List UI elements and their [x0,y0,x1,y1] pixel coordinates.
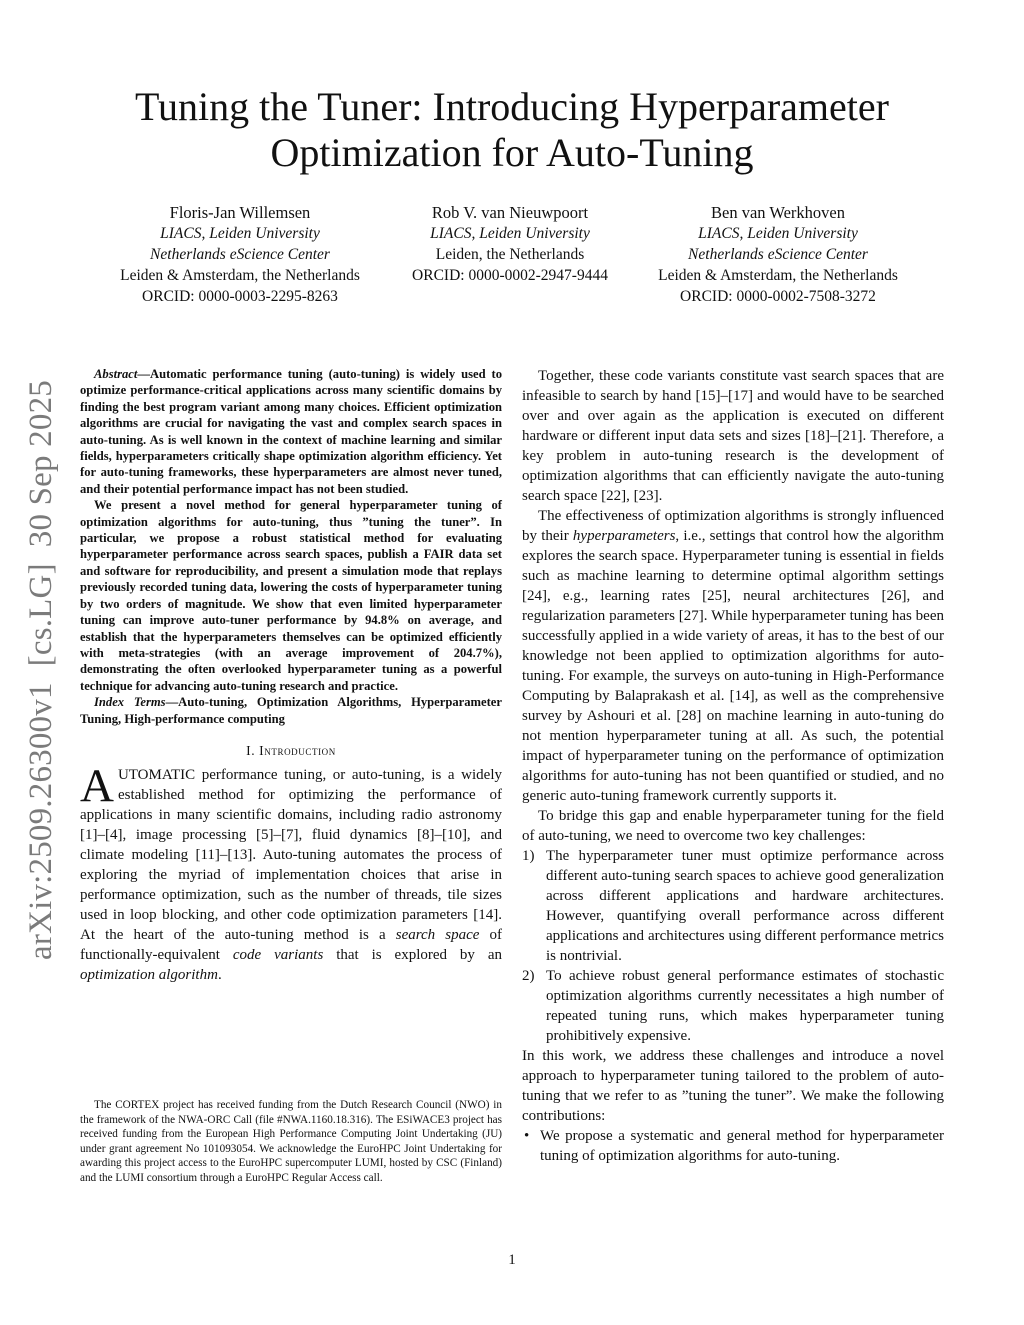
index-terms-paragraph [80,694,502,727]
author-2 [412,202,608,286]
index-terms [80,694,502,727]
abstract-text-1: —Automatic performance tuning (auto-tuning) is widely used to optimize performance-critical applications across many scientific domains by finding the best program variant among many choices. Efficient optimization algorithms are crucial for navigating the vast and complex search spaces in auto-tuning. As is well known in the context of machine learning and similar fields, hyperparameters critically shape optimization algorithm efficiency. Yet for auto-tuning frameworks, these hyperparameters are almost never tuned, and their potential performance impact has not been studied. [80,367,502,496]
paragraph-emphasis: hyperparameters [572,528,676,544]
author-1 [120,202,360,307]
intro-emphasis: code variants [232,946,324,963]
page-number: 1 [508,1252,516,1268]
list-item-text: To achieve robust general performance estimates of stochastic optimization algorithms currently necessitates a high number of repeated tuning runs, which makes hyperparameter tuning prohibitively expensive. [546,968,944,1044]
left-column [80,366,502,985]
footnote-text: The CORTEX project has received funding from the Dutch Research Council (NWO) in the framework of the NWA-ORC Call (file #NWA.1160.18.316). The ESiWACE3 project has received funding from the European High Performance Computing Joint Undertaking (JU) under grant agreement No 101093054. We acknowledge the EuroHPC Joint Undertaking for awarding this project access to the EuroHPC supercomputer LUMI, hosted by CSC (Finland) and the LUMI consortium through a EuroHPC Regular Access call. [80,1099,502,1184]
author-orcid: ORCID: 0000-0002-2947-9444 [412,267,608,284]
challenges-list [522,846,944,1046]
section-number: I. [246,742,256,758]
paper-title [60,84,964,176]
arxiv-date: 30 Sep 2025 [23,380,59,548]
list-number: 1) [522,848,535,864]
author-name: Rob V. van Nieuwpoort [431,203,589,222]
intro-text: . [217,966,222,983]
arxiv-stamp [18,360,64,960]
list-item-text: The hyperparameter tuner must optimize performance across different auto-tuning search spaces to achieve good generalization across different applications and hardware architectures. However, quantifying overall performance across different applications and architectures using different performance metrics is nontrivial. [546,848,944,964]
index-terms-text: —Auto-tuning, Optimization Algorithms, Hyperparameter Tuning, High-performance computing [80,695,502,726]
funding-footnote [80,1098,502,1186]
index-terms-label: Index Terms [94,695,166,710]
abstract-paragraph-2: We present a novel method for general hyperparameter tuning of optimization algorithms for auto-tuning, thus ”tuning the tuner”. In particular, we propose a robust statistical method for evaluating hyperparameter performance across search spaces, publish a FAIR data set and software for reproducibility, and present a simulation mode that replays previously recorded tuning data, lowering the costs of hyperparameter tuning by two orders of magnitude. We show that even limited hyperparameter tuning can improve auto-tuner performance by 94.8% on average, and establish that the hyperparameters themselves can be optimized efficiently with meta-strategies (with an average improvement of 204.7%), demonstrating the often overlooked hyperparameter tuning as a powerful technique for advancing auto-tuning research and practice. [80,498,502,693]
author-institute: Leiden, the Netherlands [435,246,585,263]
paragraph-text: The effectiveness of optimization algorithms is strongly influenced by their [522,508,944,544]
author-affiliation: LIACS, Leiden University [160,225,320,242]
arxiv-id[interactable]: arXiv:2509.26300v1 [23,682,59,960]
right-paragraph-3: To bridge this gap and enable hyperparameter tuning for the field of auto-tuning, we need to overcome two key challenges: [522,808,944,844]
right-paragraph-1: Together, these code variants constitute vast search spaces that are infeasible to search by hand [15]–[17] and would have to be searched over and over again as the application is executed on different hardware or different input data sets and sizes [18]–[21]. Therefore, a key problem in auto-tuning research is the development of optimization algorithms that can efficiently navigate the auto-tuning search space [22], [23]. [522,368,944,504]
author-orcid: ORCID: 0000-0003-2295-8263 [142,288,338,305]
list-item [522,846,944,966]
title-line-2: Optimization for Auto-Tuning [270,130,754,175]
right-paragraph-4: In this work, we address these challenges and introduce a novel approach to hyperparameter tuning tailored to the problem of auto-tuning that we refer to as ”tuning the tuner”. We make the following contributions: [522,1048,944,1124]
author-affiliation: LIACS, Leiden University [698,225,858,242]
author-location: Leiden & Amsterdam, the Netherlands [658,267,898,284]
abstract-paragraph-1 [80,366,502,497]
right-column [522,366,944,1166]
list-item [522,1126,944,1166]
author-institute: Netherlands eScience Center [688,246,868,263]
intro-emphasis: search space [395,926,480,943]
list-item-text: We propose a systematic and general method for hyperparameter tuning of optimization algorithms for auto-tuning. [540,1128,944,1164]
contributions-list [522,1126,944,1166]
author-location: Leiden & Amsterdam, the Netherlands [120,267,360,284]
intro-emphasis: optimization algorithm [80,966,218,983]
section-title: Introduction [259,742,336,758]
author-name: Ben van Werkhoven [710,203,845,222]
intro-text: UTOMATIC performance tuning, or auto-tuning, is a widely established method for optimizing the performance of applications in many scientific domains, including radio astronomy [1]–[4], image processing [5]–[7], fluid dynamics [8]–[10], and climate modeling [11]–[13]. Auto-tuning automates the process of exploring the myriad of implementation choices that arise in performance optimization, such as the number of threads, tile sizes used in loop blocking, and other code optimization parameters [14]. At the heart of the auto-tuning method is a [80,766,502,943]
author-3 [658,202,898,307]
list-item [522,966,944,1046]
introduction-body [80,759,503,985]
right-paragraph-2 [522,506,944,806]
intro-text: of functionally-equivalent [80,926,503,963]
intro-paragraph-1 [80,759,503,985]
title-line-1: Tuning the Tuner: Introducing Hyperparameter [135,84,889,129]
author-institute: Netherlands eScience Center [150,246,330,263]
intro-text: that is explored by an [323,946,503,963]
author-affiliation: LIACS, Leiden University [430,225,590,242]
drop-cap: A [80,759,114,812]
abstract-label: Abstract [94,367,138,381]
section-heading [80,743,502,759]
paragraph-text: , i.e., settings that control how the algorithm explores the search space. Hyperparameter tuning is essential in fields such as machine learning to determine optimal algorithm settings [24], e.g., learning rates [25], neural architectures [26], and regularization parameters [27]. While hyperparameter tuning has been successfully applied in a wide variety of areas, it has to the best of our knowledge not been applied to optimization algorithms for auto-tuning. For example, the surveys on auto-tuning in High-Performance Computing by Balaprakash et al. [14], as well as the comprehensive survey by Ashouri et al. [28] on machine learning in auto-tuning do not mention hyperparameter tuning at all. As such, the potential impact of hyperparameter tuning on the performance of optimization algorithms for auto-tuning has not been quantified or studied, and no generic auto-tuning framework currently supports it. [522,528,944,804]
author-orcid: ORCID: 0000-0002-7508-3272 [680,288,876,305]
abstract [80,366,502,694]
author-name: Floris-Jan Willemsen [169,203,311,222]
bullet-icon: • [524,1128,530,1144]
arxiv-category: [cs.LG] [23,563,59,667]
list-number: 2) [522,968,535,984]
